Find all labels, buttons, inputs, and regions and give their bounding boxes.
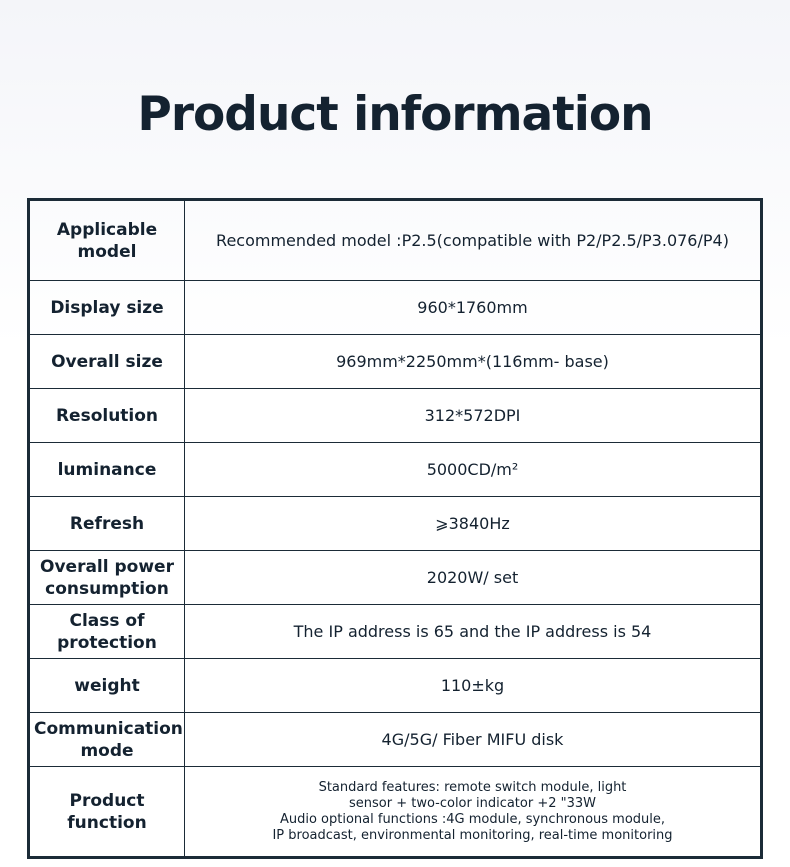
- row-label: Class of protection: [29, 605, 185, 659]
- row-value: Recommended model :P2.5(compatible with P2/P2.5/P3.076/P4): [185, 200, 762, 281]
- row-value: The IP address is 65 and the IP address is 54: [185, 605, 762, 659]
- row-value: 969mm*2250mm*(116mm- base): [185, 335, 762, 389]
- function-line: Standard features: remote switch module, light: [318, 779, 627, 795]
- table-row: [29, 605, 762, 659]
- row-label: Resolution: [29, 389, 185, 443]
- row-label: Display size: [29, 281, 185, 335]
- row-label: luminance: [29, 443, 185, 497]
- row-value: 4G/5G/ Fiber MIFU disk: [185, 713, 762, 767]
- table-row: [29, 200, 762, 281]
- row-value: 110±kg: [185, 659, 762, 713]
- table-row: [29, 389, 762, 443]
- table-row: [29, 497, 762, 551]
- table-row: [29, 659, 762, 713]
- row-value: 960*1760mm: [185, 281, 762, 335]
- function-line: IP broadcast, environmental monitoring, real-time monitoring: [272, 827, 673, 843]
- product-spec-table: [27, 198, 763, 859]
- row-value: 312*572DPI: [185, 389, 762, 443]
- row-value: 5000CD/m²: [185, 443, 762, 497]
- function-line: Audio optional functions :4G module, synchronous module,: [279, 811, 666, 827]
- page-title: Product information: [137, 87, 653, 142]
- row-label: Overall power consumption: [29, 551, 185, 605]
- function-line: sensor + two-color indicator +2 "33W: [348, 795, 597, 811]
- table-row: [29, 767, 762, 858]
- row-value: 2020W/ set: [185, 551, 762, 605]
- table-row: [29, 713, 762, 767]
- table-row: [29, 551, 762, 605]
- row-label: weight: [29, 659, 185, 713]
- table-row: [29, 335, 762, 389]
- table-row: [29, 443, 762, 497]
- row-value: [185, 767, 762, 858]
- row-label: Overall size: [29, 335, 185, 389]
- table-row: [29, 281, 762, 335]
- row-label: Communication mode: [29, 713, 185, 767]
- row-label: Product function: [29, 767, 185, 858]
- row-value: ⩾3840Hz: [185, 497, 762, 551]
- row-label: Applicable model: [29, 200, 185, 281]
- row-label: Refresh: [29, 497, 185, 551]
